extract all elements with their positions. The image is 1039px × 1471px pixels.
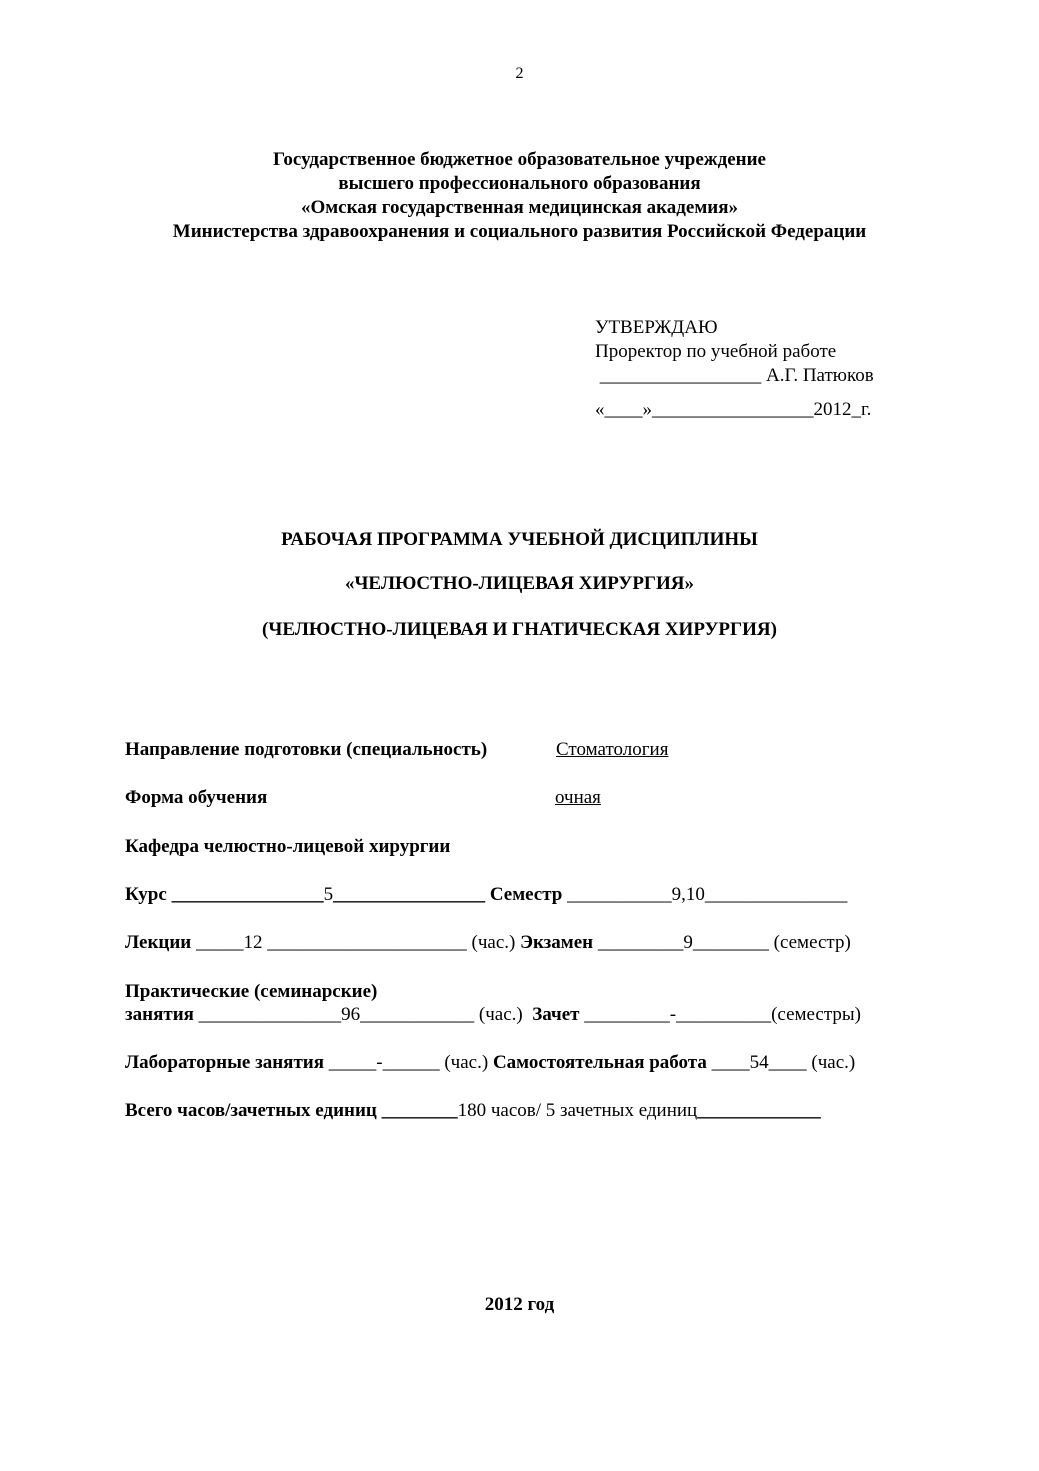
semester-label: Семестр <box>489 884 563 905</box>
institution-line-1: Государственное бюджетное образовательное учреждение <box>273 149 766 170</box>
department-label: Кафедра челюстно-лицевой хирургии <box>125 836 451 857</box>
practical-label-2: занятия <box>125 1004 194 1025</box>
credit-blank-post: __________(семестры) <box>676 1004 861 1025</box>
lectures-row <box>125 931 851 955</box>
institution-line-2: высшего профессионального образования <box>338 173 701 194</box>
title-line-2: «ЧЕЛЮСТНО-ЛИЦЕВАЯ ХИРУРГИЯ» <box>344 573 695 594</box>
semester-blank-post: _______________ <box>704 884 848 905</box>
lab-blank-pre: _____ <box>328 1052 377 1073</box>
exam-value: 9 <box>683 932 693 953</box>
lab-value: - <box>376 1052 383 1073</box>
exam-blank-pre: _________ <box>593 932 684 953</box>
credit-blank-pre: _________ <box>584 1004 670 1025</box>
institution-line-4: Министерства здравоохранения и социального развития Российской Федерации <box>172 221 867 242</box>
approval-position: Проректор по учебной работе <box>595 341 837 362</box>
practical-blank-pre: _______________ <box>198 1004 342 1025</box>
form-value: очная <box>555 787 601 808</box>
course-label: Курс <box>125 884 167 905</box>
direction-label: Направление подготовки (специальность) <box>125 739 488 760</box>
direction-value: Стоматология <box>556 739 669 760</box>
self-work-blank-post: ____ (час.) <box>768 1052 856 1073</box>
institution-line-3: «Омская государственная медицинская академия» <box>300 197 739 218</box>
page-number: 2 <box>515 65 524 82</box>
title-line-1: РАБОЧАЯ ПРОГРАММА УЧЕБНОЙ ДИСЦИПЛИНЫ <box>281 529 758 550</box>
lectures-value: 12 <box>243 932 263 953</box>
semester-blank-pre: ___________ <box>567 884 672 905</box>
form-label: Форма обучения <box>125 787 268 808</box>
lab-blank-post: ______ (час.) <box>382 1052 489 1073</box>
exam-blank-post: ________ (семестр) <box>692 932 851 953</box>
approval-heading: УТВЕРЖДАЮ <box>595 317 718 338</box>
lab-row <box>125 1051 855 1075</box>
credit-label: Зачет <box>532 1004 580 1025</box>
total-value: 180 часов/ 5 зачетных единиц <box>457 1100 698 1121</box>
credit-value: - <box>669 1004 677 1025</box>
total-blank-pre: ________ <box>381 1100 458 1121</box>
practical-label-1: Практические (семинарские) <box>125 981 378 1002</box>
lab-label: Лабораторные занятия <box>125 1052 325 1073</box>
total-blank-post: _____________ <box>697 1100 821 1121</box>
lectures-label: Лекции <box>125 932 192 953</box>
practical-value: 96 <box>341 1004 361 1025</box>
exam-label: Экзамен <box>520 932 594 953</box>
lectures-blank-pre: _____ <box>196 932 244 953</box>
course-blank-post: ________________ <box>333 884 486 905</box>
practical-blank-post: ____________ (час.) <box>360 1004 523 1025</box>
course-row <box>125 883 847 907</box>
lectures-blank-post: _____________________ (час.) <box>262 932 516 953</box>
self-work-label: Самостоятельная работа <box>492 1052 707 1073</box>
document-year: 2012 год <box>484 1294 555 1315</box>
semester-value: 9,10 <box>671 884 705 905</box>
course-blank-pre: ________________ <box>171 884 324 905</box>
total-label: Всего часов/зачетных единиц <box>125 1100 377 1121</box>
self-work-blank-pre: ____ <box>711 1052 750 1073</box>
total-row <box>125 1099 821 1123</box>
title-line-3: (ЧЕЛЮСТНО-ЛИЦЕВАЯ И ГНАТИЧЕСКАЯ ХИРУРГИЯ) <box>262 619 777 640</box>
approval-signature: _________________ А.Г. Патюков <box>595 365 874 386</box>
practical-row <box>125 1003 861 1027</box>
approval-date: «____»_________________2012_г. <box>595 399 872 420</box>
course-value: 5 <box>323 884 334 905</box>
self-work-value: 54 <box>749 1052 769 1073</box>
